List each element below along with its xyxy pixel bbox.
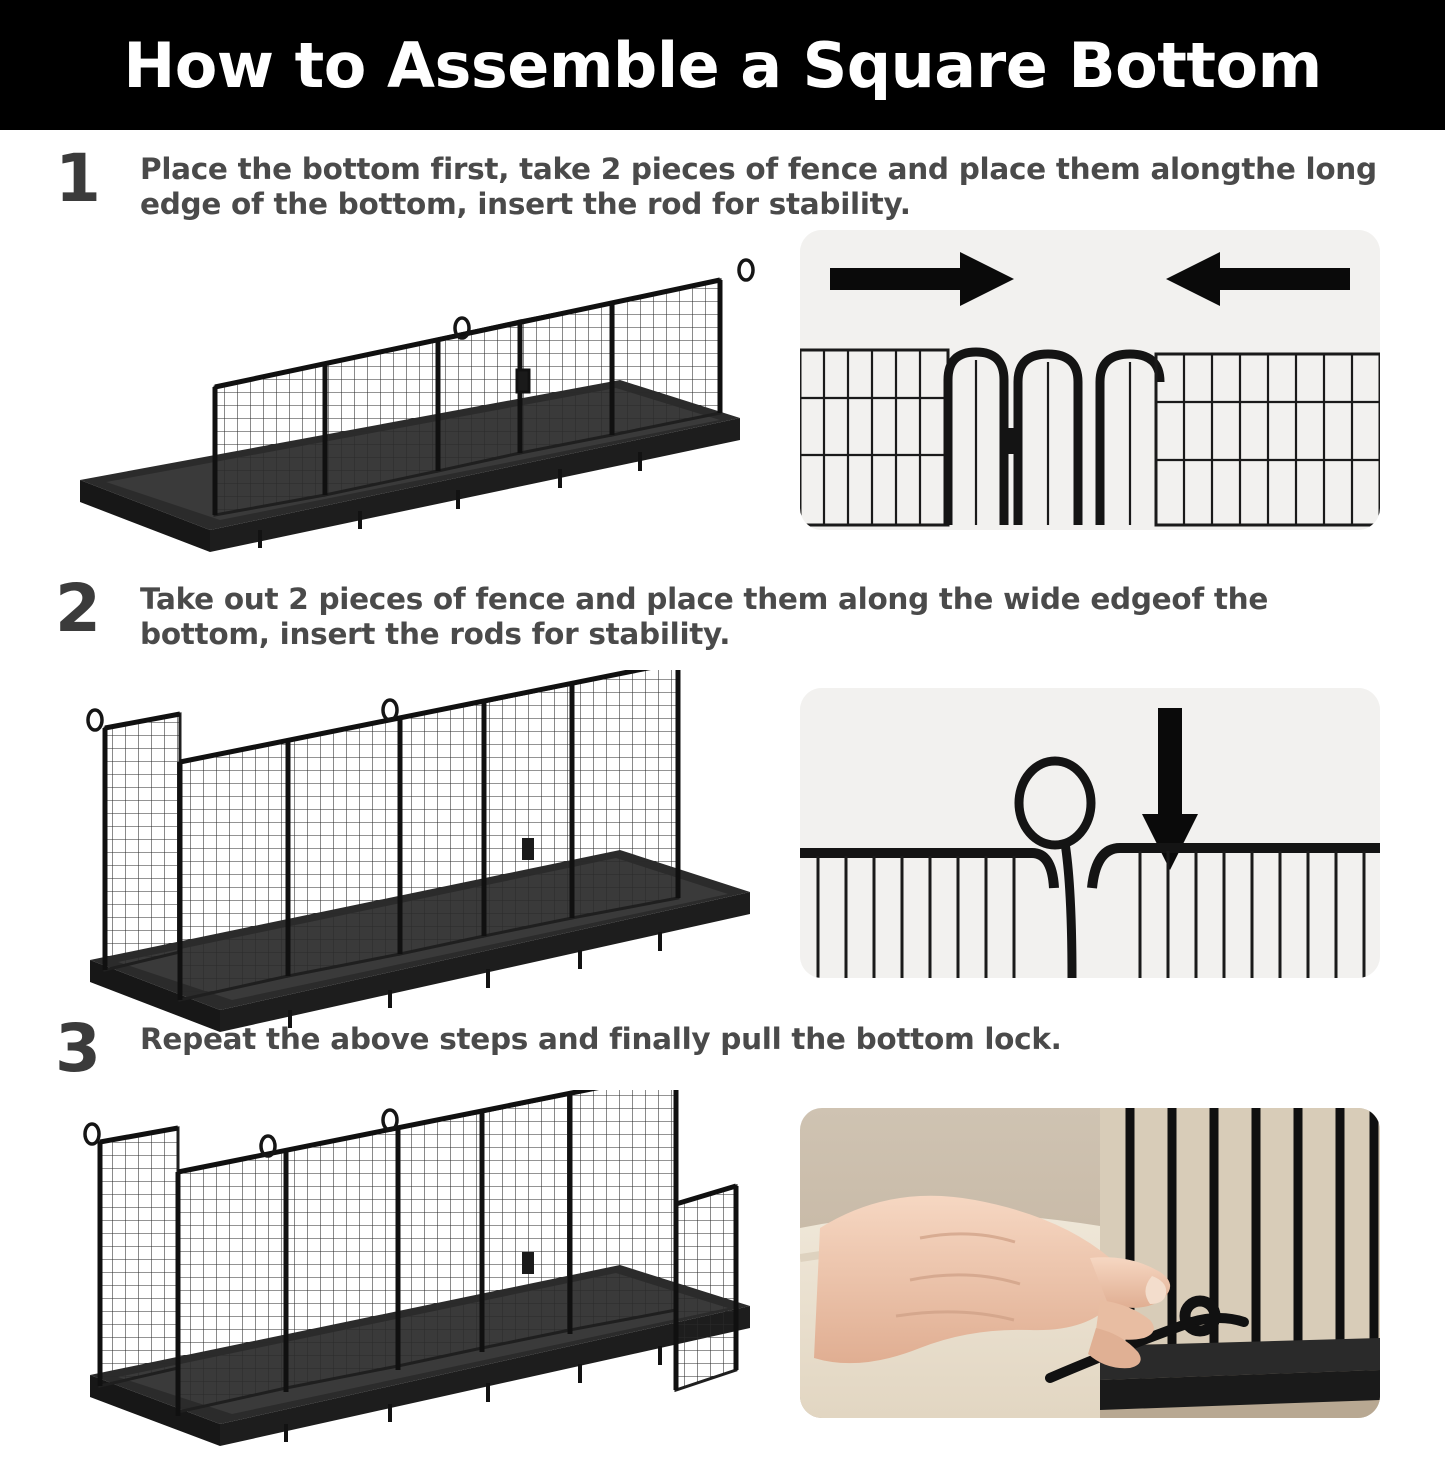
step-1-product-illustration: [60, 230, 760, 590]
arrows-inward-fence-svg: [800, 230, 1380, 530]
hand-pulling-bottom-lock-svg: [800, 1108, 1380, 1418]
step-2-detail-illustration: [800, 688, 1380, 978]
step-3-detail-photo: [800, 1108, 1380, 1418]
step-2-illustrations: [0, 670, 1445, 1040]
pen-assembled-svg: [60, 1090, 760, 1460]
step-2-number: 2: [55, 570, 101, 647]
step-3-illustrations: [0, 1090, 1445, 1440]
step-3-text: Repeat the above steps and finally pull the bottom lock.: [140, 1022, 1062, 1056]
step-1-header: [0, 140, 1445, 240]
step-1-detail-illustration: [800, 230, 1380, 530]
step-3-product-illustration: [60, 1090, 760, 1460]
step-1-text: Place the bottom first, take 2 pieces of fence and place them alongthe long edge of the bottom, insert the rod for stability.: [140, 152, 1377, 221]
step-2-text: Take out 2 pieces of fence and place them along the wide edgeof the bottom, insert the rods for stability.: [140, 582, 1269, 651]
header-bar: [0, 0, 1445, 130]
pen-two-long-panels-svg: [60, 230, 760, 590]
step-2-product-illustration: [60, 670, 760, 1050]
step-1: [0, 140, 1445, 590]
step-3: [0, 1010, 1445, 1440]
step-1-number: 1: [55, 140, 101, 217]
step-3-header: [0, 1010, 1445, 1090]
step-1-illustrations: [0, 240, 1445, 590]
rod-insert-down-arrow-svg: [800, 688, 1380, 978]
step-3-number: 3: [55, 1010, 101, 1087]
pen-three-sides-svg: [60, 670, 760, 1050]
page-title: How to Assemble a Square Bottom: [123, 28, 1322, 102]
step-2: [0, 570, 1445, 1040]
step-2-header: [0, 570, 1445, 670]
